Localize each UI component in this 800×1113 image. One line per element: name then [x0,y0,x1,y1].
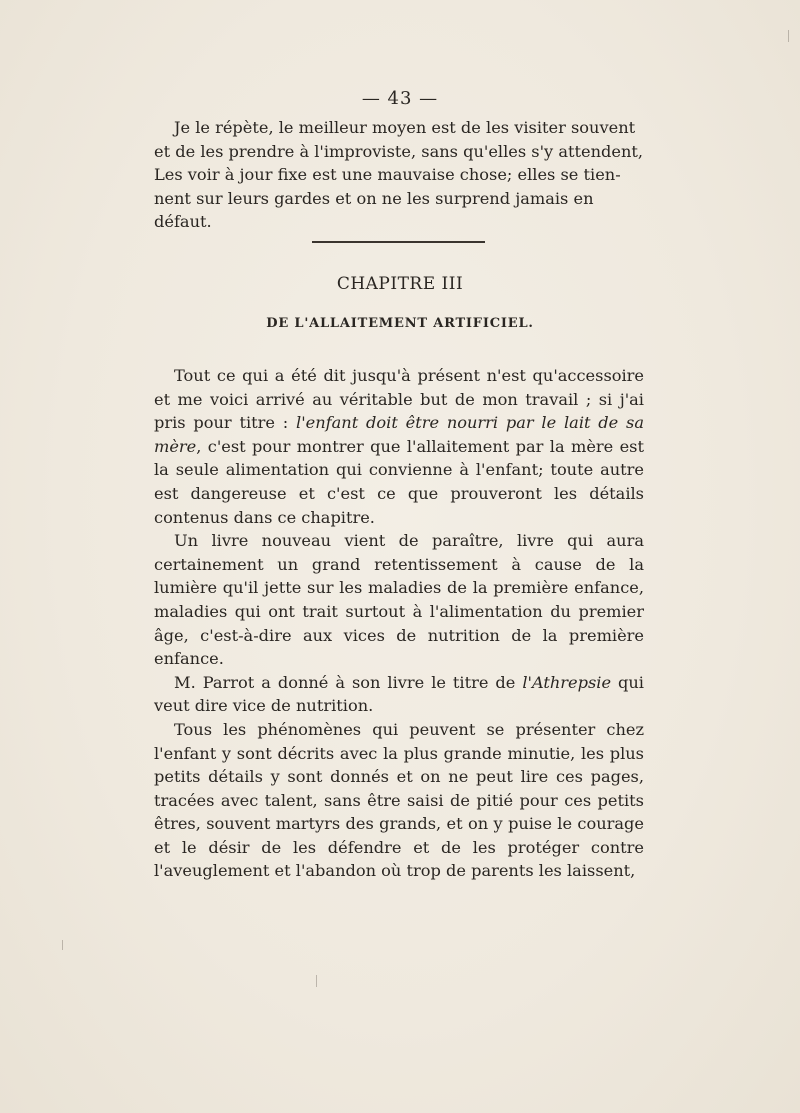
paragraph-1-text: Tout ce qui a été dit jusqu'à présent n'est qu'accessoire et me voici arrivé au véritable but de mon travail ; si j'ai pris pour titre : [154,366,644,433]
paragraph-3 [154,671,644,718]
chapter-title: CHAPITRE III [336,274,464,294]
intro-line: Les voir à jour fixe est une mauvaise chose; elles se tien- [154,165,621,185]
section-divider [312,241,485,243]
intro-paragraph [154,116,644,234]
paragraph-3-text-end: qui veut dire vice de nutrition. [154,672,644,716]
paragraph-1-italic: l'enfant doit être nourri par le lait de sa mère [154,413,645,456]
intro-line: et de les prendre à l'improviste, sans qu'elles s'y attendent, [154,141,644,161]
paragraph-2: Un livre nouveau vient de paraître, livre qui aura certainement un grand retentissement à cause de la lumière qu'il jette sur les maladies de la première enfance, maladies qui ont trait surtout à l'alimentation du premier âge, c'est-à-dire aux vices de nutrition de la première enfance. [154,531,644,669]
page-number: — 43 — [361,88,439,109]
paragraph-1-text-end: , c'est pour montrer que l'allaitement par la mère est la seule alimentation qui convienne à l'enfant; toute autre est dangereuse et c'est ce que prouveront les détails contenus dans ce chapitre. [154,436,644,527]
intro-line: défaut. [154,212,212,232]
intro-line: Je le répète, le meilleur moyen est de les visiter souvent [174,118,636,137]
intro-line: nent sur leurs gardes et on ne les surprend jamais en [154,188,594,208]
paper-speck [788,30,789,42]
paper-speck [62,940,63,950]
paragraph-3-text: M. Parrot a donné à son livre le titre de [174,672,523,692]
section-title: DE L'ALLAITEMENT ARTIFICIEL. [266,316,534,331]
paper-speck [316,975,317,987]
paragraph-1 [154,364,644,529]
paragraph-4: Tous les phénomènes qui peuvent se présenter chez l'enfant y sont décrits avec la plus grande minutie, les plus petits détails y sont donnés et on ne peut lire ces pages, tracées avec talent, sans être saisi de pitié pour ces petits êtres, souvent martyrs des grands, et on y puise le courage et le désir de les défendre et de les protéger contre l'aveuglement et l'abandon où trop de parents les laissent, [154,719,644,881]
paragraph-3-italic: l'Athrepsie [522,672,612,692]
body-text [154,364,644,883]
